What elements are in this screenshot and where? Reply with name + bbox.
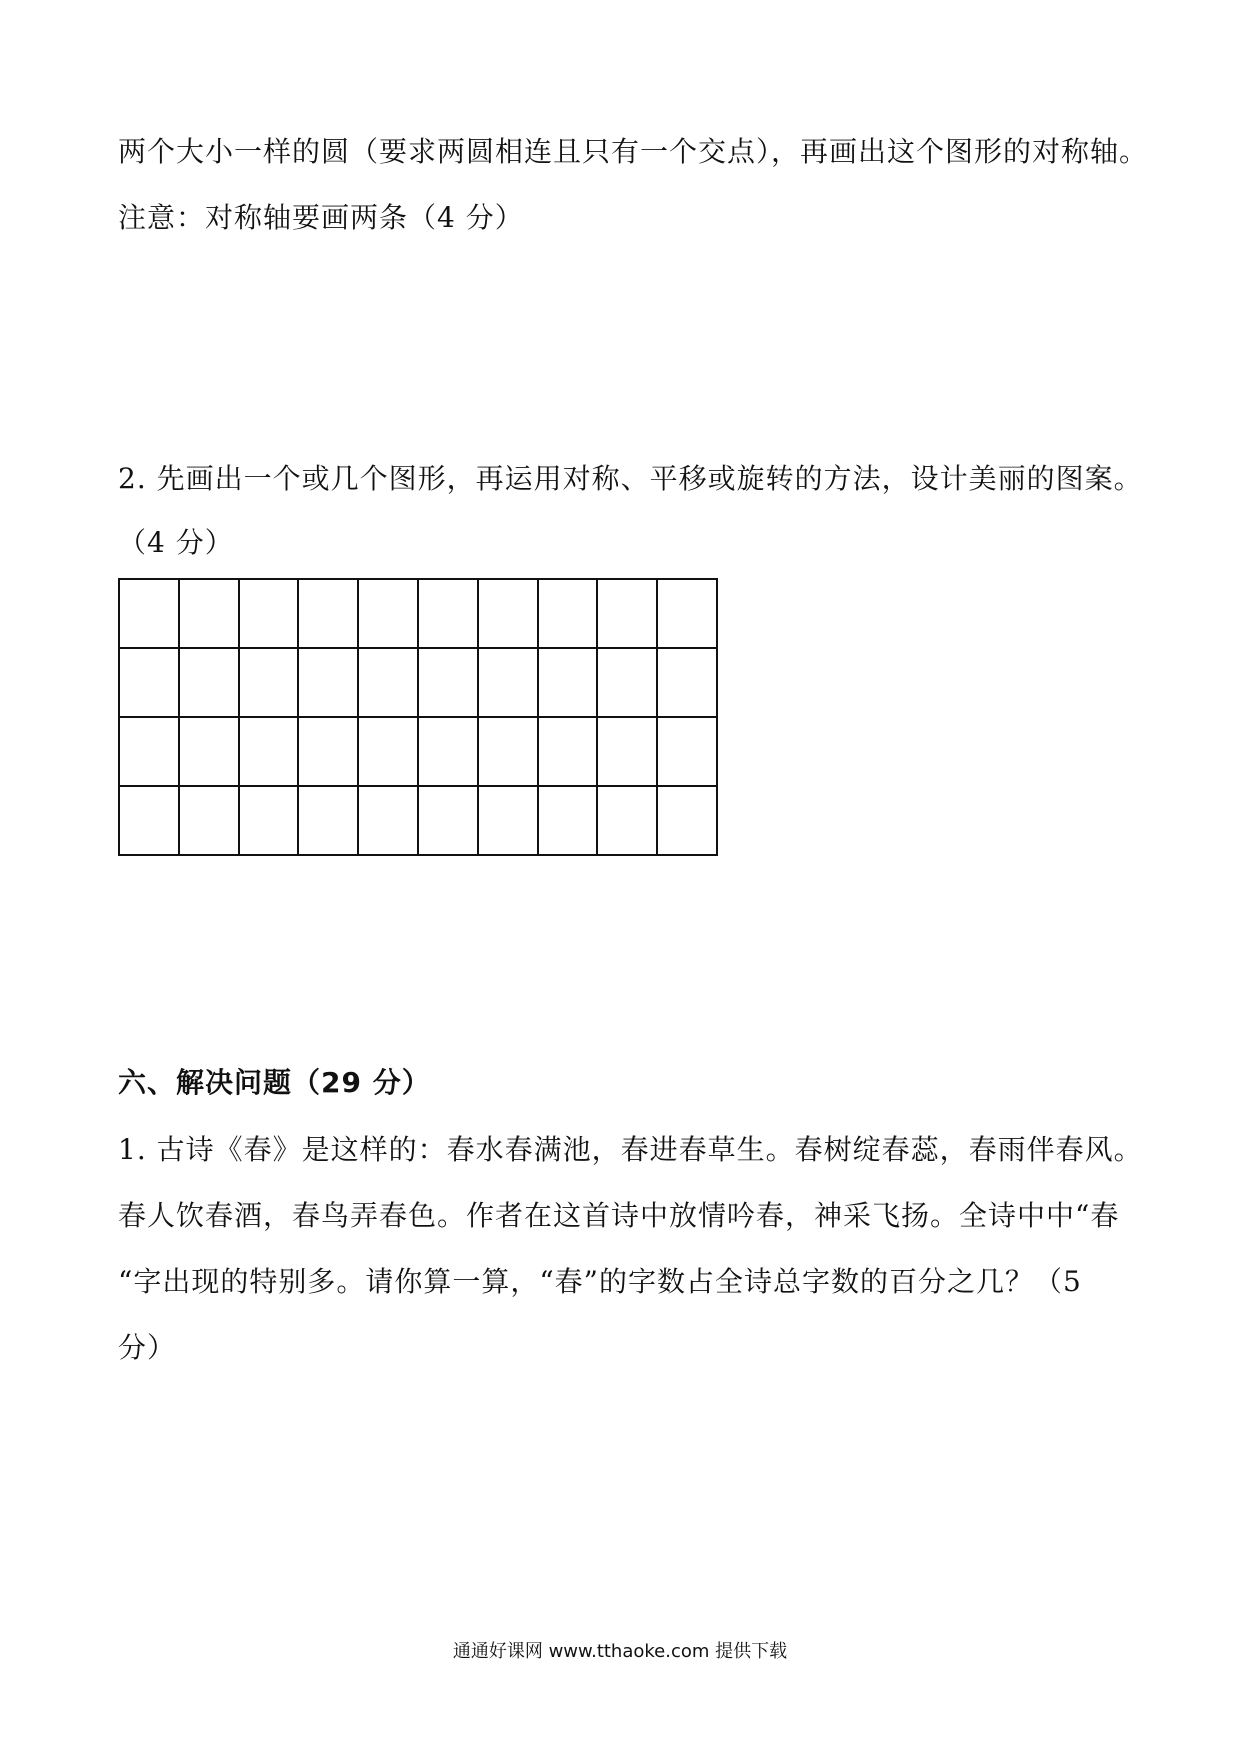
grid-cell — [298, 579, 358, 648]
grid-cell — [179, 579, 239, 648]
grid-cell — [538, 786, 598, 855]
grid-cell — [597, 579, 657, 648]
s6-q1-line-2: 春人饮春酒，春鸟弄春色。作者在这首诗中放情吟春，神采飞扬。全诗中中“春 — [118, 1199, 1120, 1232]
footer-credit: 通通好课网 www.tthaoke.com 提供下载 — [452, 1641, 788, 1662]
grid-cell — [179, 786, 239, 855]
grid-cell — [119, 717, 179, 786]
grid-cell — [418, 579, 478, 648]
grid-cell — [478, 579, 538, 648]
grid-cell — [657, 579, 717, 648]
grid-row — [119, 786, 717, 855]
grid-cell — [478, 717, 538, 786]
grid-cell — [478, 648, 538, 717]
grid-cell — [298, 786, 358, 855]
grid-cell — [657, 717, 717, 786]
grid-cell — [358, 717, 418, 786]
grid-cell — [239, 579, 299, 648]
grid-cell — [538, 648, 598, 717]
grid-cell — [298, 648, 358, 717]
grid-cell — [179, 648, 239, 717]
grid-row — [119, 579, 717, 648]
grid-cell — [418, 786, 478, 855]
grid-cell — [597, 717, 657, 786]
grid-cell — [657, 786, 717, 855]
q1-instruction-line-1: 两个大小一样的圆（要求两圆相连且只有一个交点），再画出这个图形的对称轴。 — [118, 135, 1149, 168]
grid-row — [119, 717, 717, 786]
drawing-grid — [118, 578, 718, 856]
grid-cell — [358, 648, 418, 717]
grid-cell — [358, 579, 418, 648]
grid-cell — [119, 648, 179, 717]
grid-cell — [418, 648, 478, 717]
grid-cell — [298, 717, 358, 786]
grid-cell — [358, 786, 418, 855]
s6-q1-line-1: 1. 古诗《春》是这样的：春水春满池，春进春草生。春树绽春蕊，春雨伴春风。 — [118, 1133, 1143, 1166]
grid-cell — [538, 717, 598, 786]
grid-cell — [119, 786, 179, 855]
grid-cell — [179, 717, 239, 786]
grid-row — [119, 648, 717, 717]
grid-cell — [239, 648, 299, 717]
grid-cell — [478, 786, 538, 855]
grid-cell — [418, 717, 478, 786]
grid-cell — [239, 786, 299, 855]
grid-cell — [657, 648, 717, 717]
q2-instruction-line-2: （4 分） — [118, 526, 234, 559]
grid-cell — [119, 579, 179, 648]
section-6-heading: 六、解决问题（29 分） — [118, 1066, 431, 1099]
s6-q1-line-3: “字出现的特别多。请你算一算，“春”的字数占全诗总字数的百分之几？（5 — [118, 1265, 1082, 1298]
grid-cell — [538, 579, 598, 648]
grid-cell — [239, 717, 299, 786]
s6-q1-line-4: 分） — [118, 1331, 177, 1364]
q2-instruction-line-1: 2. 先画出一个或几个图形，再运用对称、平移或旋转的方法，设计美丽的图案。 — [118, 462, 1143, 495]
q1-instruction-line-2: 注意：对称轴要画两条（4 分） — [118, 201, 524, 234]
grid-cell — [597, 786, 657, 855]
grid-cell — [597, 648, 657, 717]
